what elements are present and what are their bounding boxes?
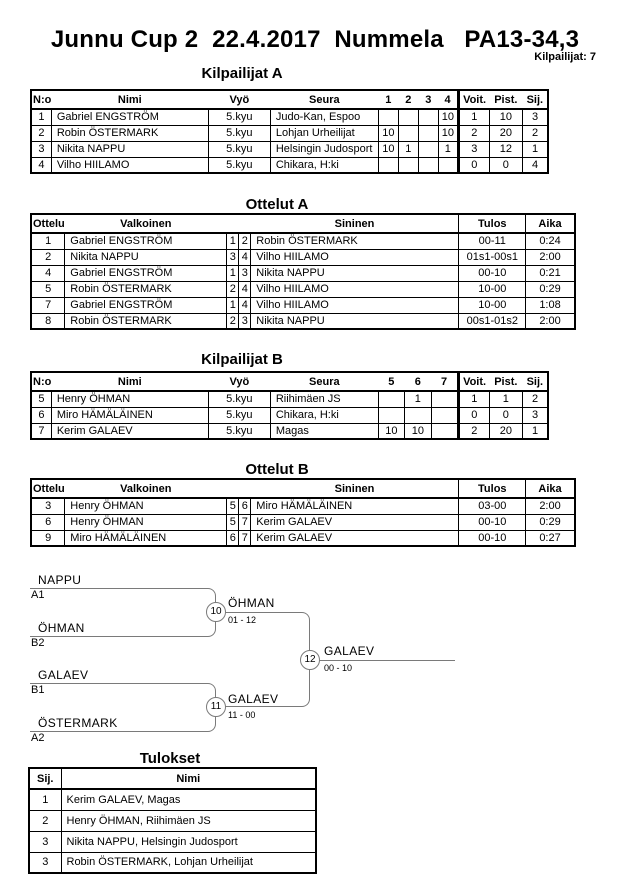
cell-score [431, 407, 458, 423]
bracket-entrant-name: GALAEV [38, 668, 89, 682]
cell-match-no: 2 [31, 249, 65, 265]
cell-club: Magas [270, 423, 378, 439]
cell-time: 2:00 [526, 249, 575, 265]
bracket-entrant-name: NAPPU [38, 573, 82, 587]
cell-club: Chikara, H:ki [270, 157, 378, 173]
bracket-seed-label: A2 [31, 732, 45, 744]
cell-name: Kerim GALAEV [51, 423, 208, 439]
bracket-match-score: 00 - 10 [324, 663, 353, 673]
cell-place: 2 [522, 125, 548, 141]
col-header-opp2: 2 [398, 90, 418, 109]
cell-points: 0 [489, 407, 522, 423]
cell-blue-no: 3 [239, 265, 251, 281]
table-row [31, 109, 548, 125]
cell-result: 10-00 [459, 281, 526, 297]
cell-place: 3 [522, 407, 548, 423]
cell-place: 3 [29, 852, 61, 873]
table-row [31, 407, 548, 423]
col-header-voit: Voit. [458, 90, 489, 109]
kilpailijat-b-table [30, 371, 549, 440]
cell-score [438, 157, 458, 173]
cell-score [418, 125, 438, 141]
cell-white-name: Henry ÖHMAN [65, 498, 227, 514]
cell-result: 00-10 [459, 530, 526, 546]
cell-match-no: 4 [31, 265, 65, 281]
col-header-ottelu: Ottelu [31, 479, 65, 498]
cell-blue-no: 4 [239, 297, 251, 313]
cell-blue-name: Robin ÖSTERMARK [251, 233, 459, 249]
cell-time: 1:08 [526, 297, 575, 313]
table-row [31, 423, 548, 439]
cell-wins: 0 [458, 157, 489, 173]
cell-blue-no: 6 [239, 498, 251, 514]
cell-name: Kerim GALAEV, Magas [61, 789, 316, 810]
cell-time: 2:00 [526, 498, 575, 514]
cell-score [404, 407, 431, 423]
cell-time: 0:21 [526, 265, 575, 281]
bracket-winner-name: GALAEV [324, 644, 375, 658]
cell-white-name: Nikita NAPPU [65, 249, 227, 265]
bracket-seed-label: B1 [31, 684, 45, 696]
cell-score: 10 [438, 125, 458, 141]
tulokset-table [28, 767, 317, 874]
cell-belt: 5.kyu [208, 423, 270, 439]
col-header-nimi: Nimi [51, 90, 208, 109]
col-header-valkoinen: Valkoinen [65, 479, 227, 498]
col-header-nro: N:o [31, 372, 51, 391]
col-header-spacer [239, 214, 251, 233]
table-row [31, 265, 575, 281]
col-header-sij: Sij. [522, 372, 548, 391]
cell-name: Vilho HIILAMO [51, 157, 208, 173]
match-number-circle: 11 [206, 697, 226, 717]
bracket-winner-name: ÖHMAN [228, 596, 275, 610]
table-row [29, 810, 316, 831]
table-row [31, 141, 548, 157]
section-heading-kilpailijat-b: Kilpailijat B [201, 351, 283, 368]
cell-time: 0:24 [526, 233, 575, 249]
table-row [31, 498, 575, 514]
col-header-sij: Sij. [29, 768, 61, 789]
cell-points: 20 [489, 423, 522, 439]
cell-place: 2 [29, 810, 61, 831]
table-row [31, 297, 575, 313]
cell-score: 1 [404, 391, 431, 407]
table-header-row [31, 214, 575, 233]
cell-wins: 1 [458, 109, 489, 125]
table-row [29, 789, 316, 810]
cell-belt: 5.kyu [208, 125, 270, 141]
cell-score [418, 157, 438, 173]
table-row [31, 125, 548, 141]
cell-score [378, 391, 404, 407]
cell-belt: 5.kyu [208, 157, 270, 173]
cell-club: Riihimäen JS [270, 391, 378, 407]
col-header-vyo: Vyö [208, 372, 270, 391]
cell-no: 3 [31, 141, 51, 157]
col-header-nimi: Nimi [61, 768, 316, 789]
cell-white-name: Robin ÖSTERMARK [65, 281, 227, 297]
table-row [31, 391, 548, 407]
cell-name: Nikita NAPPU, Helsingin Judosport [61, 831, 316, 852]
table-row [31, 530, 575, 546]
col-header-opp4: 4 [438, 90, 458, 109]
table-header-row [29, 768, 316, 789]
cell-score: 10 [404, 423, 431, 439]
cell-result: 00s1-01s2 [459, 313, 526, 329]
col-header-seura: Seura [270, 90, 378, 109]
cell-result: 00-10 [459, 265, 526, 281]
cell-club: Judo-Kan, Espoo [270, 109, 378, 125]
cell-place: 4 [522, 157, 548, 173]
cell-no: 4 [31, 157, 51, 173]
cell-blue-no: 2 [239, 233, 251, 249]
cell-points: 1 [489, 391, 522, 407]
cell-white-no: 1 [227, 265, 239, 281]
cell-result: 00-10 [459, 514, 526, 530]
table-row [31, 514, 575, 530]
cell-place: 1 [522, 141, 548, 157]
cell-score [431, 391, 458, 407]
cell-time: 0:29 [526, 281, 575, 297]
table-row [29, 831, 316, 852]
cell-score [378, 407, 404, 423]
col-header-seura: Seura [270, 372, 378, 391]
cell-white-no: 1 [227, 233, 239, 249]
col-header-spacer [239, 479, 251, 498]
cell-match-no: 8 [31, 313, 65, 329]
cell-blue-name: Nikita NAPPU [251, 265, 459, 281]
col-header-spacer [227, 214, 239, 233]
cell-time: 0:29 [526, 514, 575, 530]
cell-name: Robin ÖSTERMARK, Lohjan Urheilijat [61, 852, 316, 873]
cell-name: Gabriel ENGSTRÖM [51, 109, 208, 125]
cell-place: 1 [29, 789, 61, 810]
cell-white-name: Miro HÄMÄLÄINEN [65, 530, 227, 546]
section-heading-ottelut-b: Ottelut B [245, 461, 309, 478]
bracket-winner-name: GALAEV [228, 692, 279, 706]
col-header-tulos: Tulos [459, 214, 526, 233]
section-heading-kilpailijat-a: Kilpailijat A [201, 65, 283, 82]
cell-name: Henry ÖHMAN [51, 391, 208, 407]
cell-blue-no: 3 [239, 313, 251, 329]
cell-club: Chikara, H:ki [270, 407, 378, 423]
table-header-row [31, 372, 548, 391]
col-header-opp7: 7 [431, 372, 458, 391]
cell-blue-name: Kerim GALAEV [251, 514, 459, 530]
cell-points: 0 [489, 157, 522, 173]
bracket-match-score: 01 - 12 [228, 615, 257, 625]
cell-white-no: 5 [227, 498, 239, 514]
col-header-tulos: Tulos [459, 479, 526, 498]
match-number-circle: 12 [300, 650, 320, 670]
cell-blue-no: 7 [239, 514, 251, 530]
cell-wins: 2 [458, 423, 489, 439]
cell-score [398, 125, 418, 141]
cell-result: 01s1-00s1 [459, 249, 526, 265]
col-header-opp5: 5 [378, 372, 404, 391]
table-row [29, 852, 316, 873]
cell-wins: 1 [458, 391, 489, 407]
col-header-nro: N:o [31, 90, 51, 109]
col-header-opp1: 1 [378, 90, 398, 109]
cell-wins: 0 [458, 407, 489, 423]
cell-match-no: 7 [31, 297, 65, 313]
col-header-sininen: Sininen [251, 479, 459, 498]
cell-match-no: 6 [31, 514, 65, 530]
cell-blue-name: Kerim GALAEV [251, 530, 459, 546]
cell-place: 3 [29, 831, 61, 852]
cell-white-no: 2 [227, 281, 239, 297]
table-row [31, 281, 575, 297]
bracket-entrant-name: ÖHMAN [38, 621, 85, 635]
cell-white-no: 6 [227, 530, 239, 546]
cell-points: 20 [489, 125, 522, 141]
ottelut-a-table [30, 213, 576, 330]
cell-white-no: 1 [227, 297, 239, 313]
bracket-match-score: 11 - 00 [228, 710, 256, 720]
cell-blue-no: 4 [239, 249, 251, 265]
col-header-pist: Pist. [489, 90, 522, 109]
cell-white-name: Gabriel ENGSTRÖM [65, 233, 227, 249]
bracket-line-sf2-top [30, 683, 216, 707]
cell-belt: 5.kyu [208, 407, 270, 423]
cell-club: Helsingin Judosport [270, 141, 378, 157]
cell-score [398, 157, 418, 173]
cell-no: 6 [31, 407, 51, 423]
cell-score [418, 109, 438, 125]
cell-score [398, 109, 418, 125]
cell-place: 2 [522, 391, 548, 407]
cell-white-name: Robin ÖSTERMARK [65, 313, 227, 329]
cell-match-no: 1 [31, 233, 65, 249]
cell-blue-name: Nikita NAPPU [251, 313, 459, 329]
cell-score [431, 423, 458, 439]
cell-blue-name: Vilho HIILAMO [251, 281, 459, 297]
cell-blue-name: Vilho HIILAMO [251, 297, 459, 313]
col-header-opp6: 6 [404, 372, 431, 391]
cell-white-no: 2 [227, 313, 239, 329]
cell-belt: 5.kyu [208, 391, 270, 407]
bracket-seed-label: B2 [31, 637, 45, 649]
cell-score: 10 [378, 125, 398, 141]
cell-points: 10 [489, 109, 522, 125]
cell-belt: 5.kyu [208, 141, 270, 157]
cell-name: Henry ÖHMAN, Riihimäen JS [61, 810, 316, 831]
cell-white-name: Gabriel ENGSTRÖM [65, 265, 227, 281]
col-header-opp3: 3 [418, 90, 438, 109]
table-row [31, 249, 575, 265]
cell-match-no: 5 [31, 281, 65, 297]
bracket-line-sf1-top [30, 588, 216, 612]
cell-score: 10 [438, 109, 458, 125]
col-header-sininen: Sininen [251, 214, 459, 233]
col-header-aika: Aika [526, 214, 575, 233]
section-heading-ottelut-a: Ottelut A [245, 196, 309, 213]
cell-no: 1 [31, 109, 51, 125]
bracket-entrant-name: ÖSTERMARK [38, 716, 118, 730]
cell-blue-name: Vilho HIILAMO [251, 249, 459, 265]
cell-result: 10-00 [459, 297, 526, 313]
cell-place: 1 [522, 423, 548, 439]
table-row [31, 233, 575, 249]
table-row [31, 313, 575, 329]
col-header-valkoinen: Valkoinen [65, 214, 227, 233]
cell-place: 3 [522, 109, 548, 125]
col-header-ottelu: Ottelu [31, 214, 65, 233]
cell-name: Robin ÖSTERMARK [51, 125, 208, 141]
col-header-spacer [227, 479, 239, 498]
cell-no: 7 [31, 423, 51, 439]
cell-score [378, 157, 398, 173]
cell-blue-no: 7 [239, 530, 251, 546]
cell-name: Miro HÄMÄLÄINEN [51, 407, 208, 423]
col-header-aika: Aika [526, 479, 575, 498]
cell-result: 03-00 [459, 498, 526, 514]
cell-white-name: Henry ÖHMAN [65, 514, 227, 530]
cell-white-no: 5 [227, 514, 239, 530]
cell-match-no: 9 [31, 530, 65, 546]
cell-no: 2 [31, 125, 51, 141]
cell-belt: 5.kyu [208, 109, 270, 125]
cell-score [378, 109, 398, 125]
cell-points: 12 [489, 141, 522, 157]
col-header-pist: Pist. [489, 372, 522, 391]
cell-blue-no: 4 [239, 281, 251, 297]
ottelut-b-table [30, 478, 576, 547]
cell-score [418, 141, 438, 157]
cell-club: Lohjan Urheilijat [270, 125, 378, 141]
cell-score: 1 [398, 141, 418, 157]
cell-time: 0:27 [526, 530, 575, 546]
cell-wins: 3 [458, 141, 489, 157]
cell-result: 00-11 [459, 233, 526, 249]
col-header-sij: Sij. [522, 90, 548, 109]
table-header-row [31, 479, 575, 498]
cell-score: 10 [378, 141, 398, 157]
table-header-row [31, 90, 548, 109]
table-row [31, 157, 548, 173]
cell-time: 2:00 [526, 313, 575, 329]
cell-wins: 2 [458, 125, 489, 141]
cell-white-no: 3 [227, 249, 239, 265]
cell-score: 10 [378, 423, 404, 439]
col-header-voit: Voit. [458, 372, 489, 391]
competitors-count: Kilpailijat: 7 [534, 51, 596, 63]
match-number-circle: 10 [206, 602, 226, 622]
cell-name: Nikita NAPPU [51, 141, 208, 157]
cell-white-name: Gabriel ENGSTRÖM [65, 297, 227, 313]
section-heading-tulokset: Tulokset [139, 750, 201, 767]
bracket-seed-label: A1 [31, 589, 45, 601]
page-title: Junnu Cup 2 22.4.2017 Nummela PA13-34,3 [50, 26, 580, 53]
cell-no: 5 [31, 391, 51, 407]
bracket-line-final-winner [311, 660, 455, 662]
cell-blue-name: Miro HÄMÄLÄINEN [251, 498, 459, 514]
cell-score: 1 [438, 141, 458, 157]
kilpailijat-a-table [30, 89, 549, 174]
col-header-vyo: Vyö [208, 90, 270, 109]
cell-match-no: 3 [31, 498, 65, 514]
col-header-nimi: Nimi [51, 372, 208, 391]
